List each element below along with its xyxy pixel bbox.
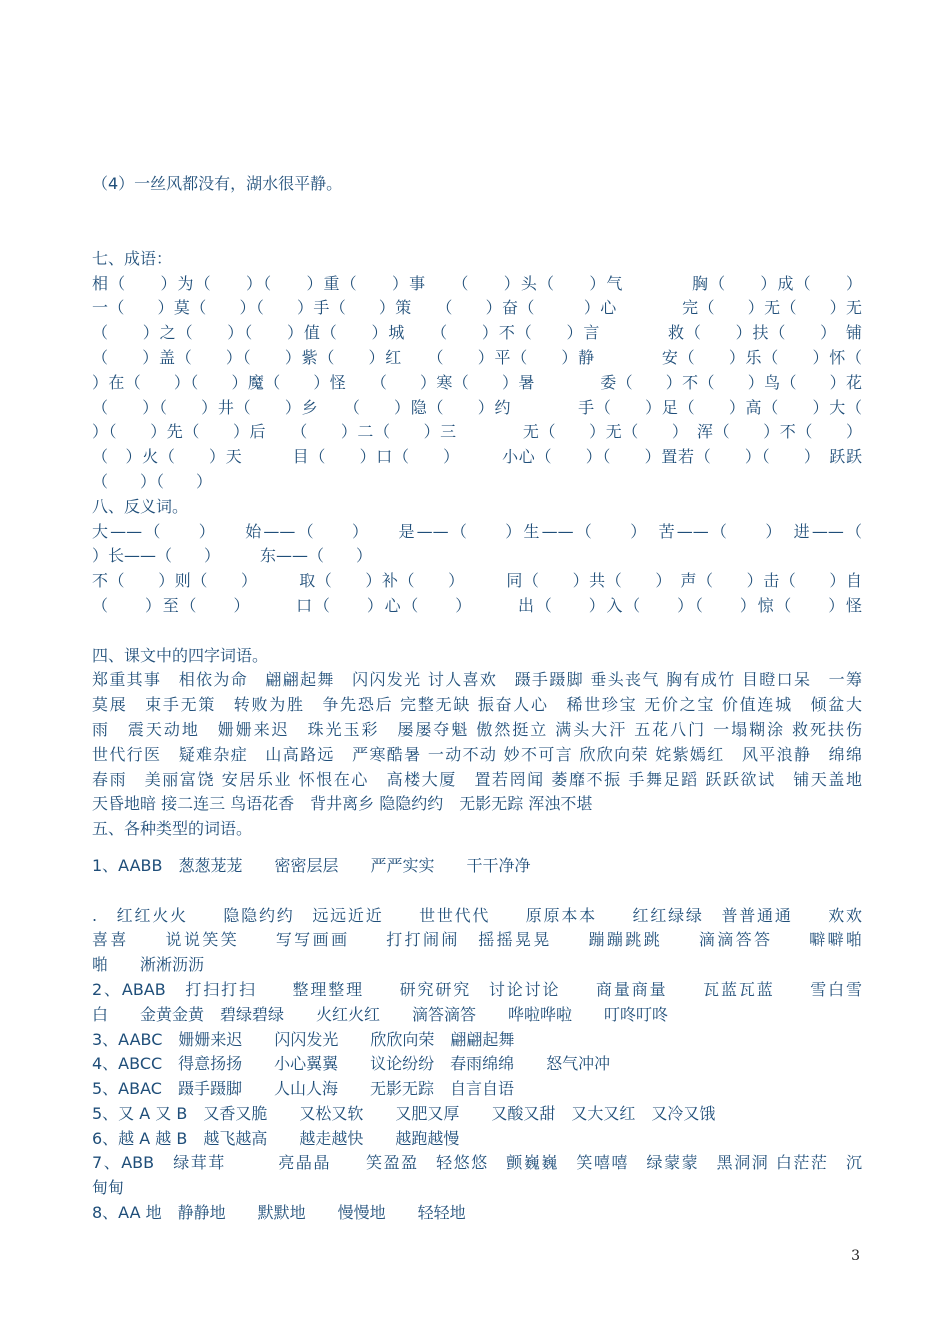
- spacer: [92, 197, 862, 247]
- spacer: [92, 879, 862, 904]
- text-line: 相（ ）为（ ）（ ）重（ ）事 （ ）头（ ）气 胸（ ）成（ ）: [92, 273, 862, 293]
- text-line: 五、各种类型的词语。: [92, 819, 253, 839]
- text-line: 甸甸: [92, 1178, 125, 1198]
- text-line: 春雨 美丽富饶 安居乐业 怀恨在心 高楼大厦 置若罔闻 萎靡不振 手舞足蹈 跃跃欲试 铺天盖地: [92, 769, 862, 789]
- text-line: （4）一丝风都没有，湖水很平静。: [92, 174, 343, 193]
- spacer: [92, 842, 862, 854]
- text-line: 天昏地暗 接二连三 鸟语花香 背井离乡 隐隐约约 无影无踪 浑浊不堪: [92, 794, 593, 814]
- text-line: 世代行医 疑难杂症 山高路远 严寒酷暑 一动不动 妙不可言 欣欣向荣 姹紫嫣红 风平浪静 绵绵: [92, 744, 862, 764]
- text-line: 一（ ）莫（ ）（ ）手（ ）策 （ ）奋（ ）心 完（ ）无（ ）无: [92, 298, 862, 318]
- text-line: 5、ABAC 蹑手蹑脚 人山人海 无影无踪 自言自语: [92, 1079, 514, 1099]
- text-line: 喜喜 说说笑笑 写写画画 打打闹闹 摇摇晃晃 蹦蹦跳跳 滴滴答答 噼噼啪: [92, 930, 862, 950]
- text-line: 6、越 A 越 B 越飞越高 越走越快 越跑越慢: [92, 1128, 460, 1148]
- text-line: ）长——（ ） 东——（ ）: [92, 546, 373, 566]
- text-line: . 红红火火 隐隐约约 远远近近 世世代代 原原本本 红红绿绿 普普通通 欢欢: [92, 905, 862, 925]
- text-line: ）（ ）先（ ）后 （ ）二（ ）三 无（ ）无（ ） 浑（ ）不（ ）: [92, 422, 862, 442]
- text-line: 大——（ ） 始——（ ） 是——（ ）生——（ ） 苦——（ ） 进——（: [92, 521, 862, 541]
- text-line: 四、课文中的四字词语。: [92, 645, 269, 665]
- text-line: 8、AA 地 静静地 默默地 慢慢地 轻轻地: [92, 1203, 466, 1223]
- text-line: 2、ABAB 打扫打扫 整理整理 研究研究 讨论讨论 商量商量 瓦蓝瓦蓝 雪白雪: [92, 979, 862, 999]
- page-number: 3: [851, 1248, 860, 1264]
- text-line: 雨 震天动地 姗姗来迟 珠光玉彩 屡屡夺魁 傲然挺立 满头大汗 五花八门 一塌糊涂 救死扶伤: [92, 719, 862, 739]
- text-line: 4、ABCC 得意扬扬 小心翼翼 议论纷纷 春雨绵绵 怒气冲冲: [92, 1054, 611, 1074]
- text-line: 莫展 束手无策 转败为胜 争先恐后 完整无缺 振奋人心 稀世珍宝 无价之宝 价值连城 倾盆大: [92, 695, 862, 715]
- text-line: 3、AABC 姗姗来迟 闪闪发光 欣欣向荣 翩翩起舞: [92, 1029, 515, 1049]
- text-line: ）在（ ）（ ）魔（ ）怪 （ ）寒（ ）暑 委（ ）不（ ）鸟（ ）花: [92, 372, 862, 392]
- text-line: 5、又 A 又 B 又香又脆 又松又软 又肥又厚 又酸又甜 又大又红 又冷又饿: [92, 1103, 716, 1123]
- text-line: 啪 淅淅沥沥: [92, 955, 205, 975]
- spacer: [92, 619, 862, 644]
- text-line: （ ）火（ ）天 目（ ）口（ ） 小心（ ）（ ）置若（ ）（ ） 跃跃: [92, 447, 862, 467]
- text-line: 不（ ）则（ ） 取（ ）补（ ） 同（ ）共（ ） 声（ ）击（ ）自: [92, 571, 862, 591]
- text-line: （ ）盖（ ）（ ）紫（ ）红 （ ）平（ ）静 安（ ）乐（ ）怀（: [92, 347, 862, 367]
- text-line: 1、AABB 葱葱茏茏 密密层层 严严实实 干干净净: [92, 855, 531, 875]
- text-line: 7、ABB 绿茸茸 亮晶晶 笑盈盈 轻悠悠 颤巍巍 笑嘻嘻 绿蒙蒙 黑洞洞 白茫茫 沉: [92, 1153, 862, 1173]
- document-body: [92, 172, 862, 1226]
- text-line: 郑重其事 相依为命 翩翩起舞 闪闪发光 讨人喜欢 蹑手蹑脚 垂头丧气 胸有成竹 目瞪口呆 一筹: [92, 670, 862, 690]
- text-line: 七、成语：: [92, 248, 173, 268]
- text-line: （ ）（ ）: [92, 471, 213, 491]
- text-line: 八、反义词。: [92, 496, 189, 516]
- text-line: （ ）之（ ）（ ）值（ ）城 （ ）不（ ）言 救（ ）扶（ ） 铺: [92, 323, 862, 343]
- text-line: 白 金黄金黄 碧绿碧绿 火红火红 滴答滴答 哗啦哗啦 叮咚叮咚: [92, 1004, 669, 1024]
- text-line: （ ）至（ ） 口（ ）心（ ） 出（ ）入（ ）（ ）惊（ ）怪: [92, 595, 862, 615]
- text-line: （ ）（ ）井（ ）乡 （ ）隐（ ）约 手（ ）足（ ）高（ ）大（: [92, 397, 862, 417]
